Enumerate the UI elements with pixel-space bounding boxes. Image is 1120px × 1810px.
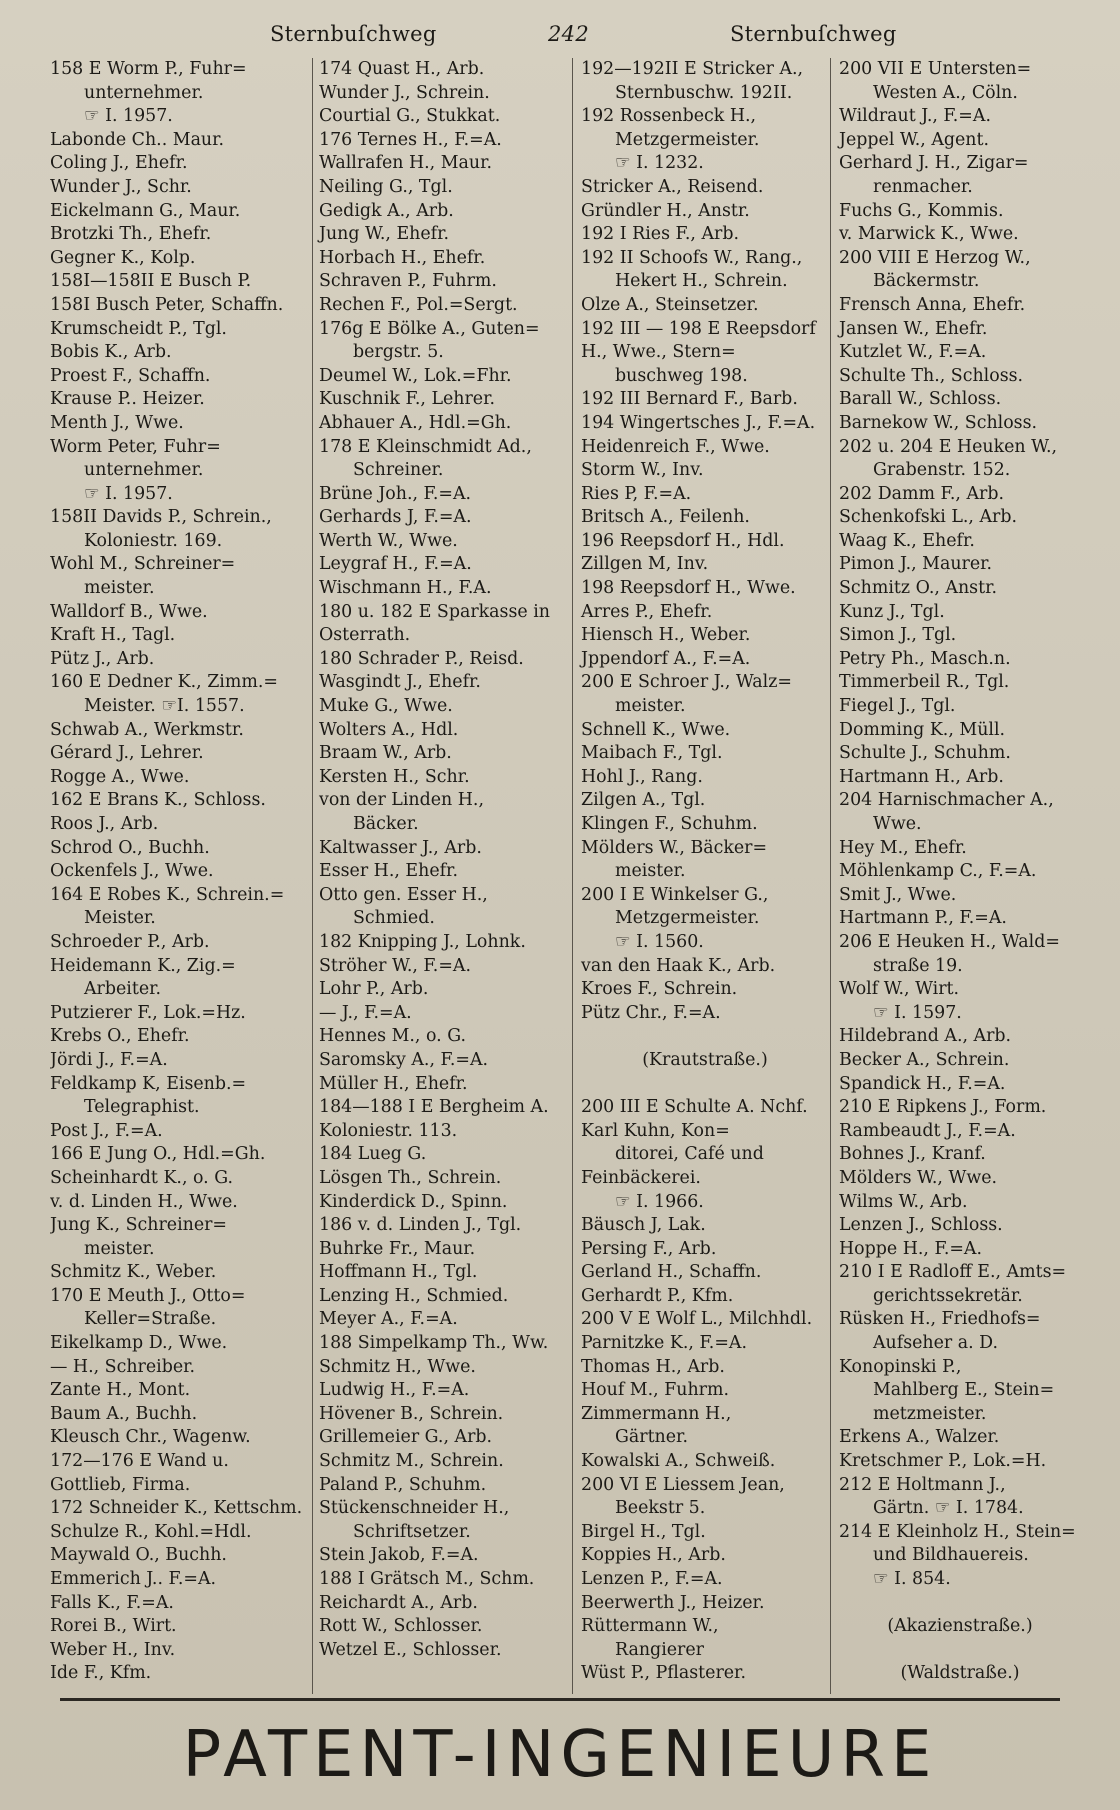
- directory-entry-line: Gerland H., Schaffn.: [581, 1262, 762, 1283]
- directory-entry-line: Kinderdick D., Spinn.: [319, 1191, 508, 1212]
- directory-entry-line: Werth W., Wwe.: [319, 530, 458, 551]
- directory-entry-line: Walldorf B., Wwe.: [50, 601, 208, 622]
- directory-entry-line: ☞ I. 1232.: [615, 153, 704, 174]
- directory-entry-line: Jung K., Schreiner=: [50, 1215, 228, 1236]
- directory-entry-line: 200 VII E Untersten=: [839, 59, 1032, 79]
- directory-entry-line: straße 19.: [873, 955, 963, 976]
- directory-entry-line: Kraft H., Tagl.: [50, 625, 176, 646]
- directory-entry-line: 192 III Bernard F., Barb.: [581, 389, 798, 410]
- directory-entry-line: Stricker A., Reisend.: [581, 176, 764, 197]
- directory-entry-line: Gründler H., Anstr.: [581, 200, 750, 221]
- directory-entry-line: [581, 1073, 829, 1097]
- directory-entry-line: 192 I Ries F., Arb.: [581, 224, 739, 245]
- directory-entry-line: Gärtn. ☞ I. 1784.: [873, 1498, 1024, 1519]
- directory-entry-line: 176g E Bölke A., Guten=: [319, 318, 540, 339]
- directory-entry-line: ☞ I. 1957.: [84, 106, 173, 127]
- directory-entry-line: Bäcker.: [353, 814, 419, 834]
- directory-entry-line: Coling J., Ehefr.: [50, 153, 188, 174]
- directory-entry-line: Westen A., Cöln.: [873, 82, 1018, 103]
- directory-entry-line: Courtial G., Stukkat.: [319, 106, 501, 127]
- directory-entry-line: Olze A., Steinsetzer.: [581, 294, 759, 315]
- directory-entry-line: Koloniestr. 113.: [319, 1120, 458, 1141]
- directory-entry-line: 198 Reepsdorf H., Wwe.: [581, 578, 796, 599]
- directory-entry-line: 162 E Brans K., Schloss.: [50, 790, 266, 811]
- directory-entry-line: 158II Davids P., Schrein.,: [50, 507, 272, 528]
- directory-entry-line: 186 v. d. Linden J., Tgl.: [319, 1215, 522, 1236]
- directory-entry-line: 200 E Schroer J., Walz=: [581, 672, 792, 693]
- directory-entry-line: Wildraut J., F.=A.: [839, 106, 991, 127]
- directory-entry-line: Gerhardt P., Kfm.: [581, 1285, 734, 1306]
- directory-entry-line: 202 Damm F., Arb.: [839, 483, 1005, 504]
- directory-entry-line: Wolf W., Wirt.: [839, 979, 960, 1000]
- directory-entry-line: Schmied.: [353, 908, 435, 929]
- directory-entry-line: Pimon J., Maurer.: [839, 554, 993, 575]
- directory-entry-line: Rangierer: [615, 1639, 704, 1660]
- directory-entry-line: ditorei, Café und: [615, 1144, 764, 1165]
- directory-entry-line: 192 III — 198 E Reepsdorf: [581, 318, 816, 339]
- directory-entry-line: Meister. ☞I. 1557.: [84, 696, 245, 717]
- directory-entry-line: 176 Ternes H., F.=A.: [319, 129, 502, 150]
- directory-entry-line: H., Wwe., Stern=: [581, 342, 736, 363]
- directory-entry-line: Ströher W., F.=A.: [319, 955, 471, 976]
- directory-entry-line: Konopinski P.,: [839, 1356, 962, 1377]
- directory-entry-line: Zillgen M, Inv.: [581, 554, 709, 575]
- directory-entry-line: 164 E Robes K., Schrein.=: [50, 884, 285, 905]
- directory-entry-line: 170 E Meuth J., Otto=: [50, 1285, 246, 1306]
- directory-entry-line: Barnekow W., Schloss.: [839, 412, 1038, 433]
- directory-entry-line: unternehmer.: [84, 460, 204, 481]
- directory-entry-line: Gerhard J. H., Zigar=: [839, 153, 1029, 174]
- directory-entry-line: Krause P.. Heizer.: [50, 389, 205, 410]
- directory-entry-line: 172—176 E Wand u.: [50, 1451, 229, 1472]
- directory-entry-line: Gegner K., Kolp.: [50, 247, 196, 268]
- directory-entry-line: — H., Schreiber.: [50, 1356, 196, 1377]
- directory-entry-line: [581, 1025, 829, 1049]
- directory-entry-line: ☞ I. 854.: [873, 1569, 951, 1589]
- directory-entry-line: Bobis K., Arb.: [50, 342, 172, 363]
- directory-entry-line: metzmeister.: [873, 1403, 987, 1424]
- directory-entry-line: 200 VI E Liessem Jean,: [581, 1474, 785, 1495]
- directory-entry-line: 192 Rossenbeck H.,: [581, 106, 757, 127]
- directory-entry-line: v. Marwick K., Wwe.: [839, 224, 1019, 245]
- directory-entry-line: gerichtssekretär.: [873, 1285, 1023, 1306]
- directory-entry-line: Hildebrand A., Arb.: [839, 1026, 1012, 1047]
- directory-entry-line: Lenzen P., F.=A.: [581, 1569, 723, 1589]
- directory-entry-line: Brüne Joh., F.=A.: [319, 483, 472, 504]
- directory-entry-line: Gärtner.: [615, 1427, 688, 1448]
- directory-entry-line: Gedigk A., Arb.: [319, 200, 454, 221]
- directory-entry-line: Domming K., Müll.: [839, 719, 1006, 740]
- directory-entry-line: 158I Busch Peter, Schaffn.: [50, 294, 284, 315]
- directory-entry-line: Wilms W., Arb.: [839, 1191, 968, 1212]
- directory-entry-line: (Waldstraße.): [900, 1663, 1020, 1684]
- directory-entry-line: Schenkofski L., Arb.: [839, 507, 1018, 528]
- directory-entry-line: Saromsky A., F.=A.: [319, 1049, 489, 1070]
- directory-entry-line: ☞ I. 1966.: [615, 1191, 704, 1212]
- directory-entry-line: 180 u. 182 E Sparkasse in: [319, 601, 550, 622]
- directory-entry-line: 160 E Dedner K., Zimm.=: [50, 672, 278, 693]
- directory-entry-line: Schraven P., Fuhrm.: [319, 271, 497, 292]
- directory-entry-line: von der Linden H.,: [319, 790, 484, 811]
- directory-entry-line: Schmitz O., Anstr.: [839, 578, 998, 599]
- directory-entry-line: Arbeiter.: [84, 979, 162, 1000]
- directory-entry-line: 174 Quast H., Arb.: [319, 59, 485, 79]
- directory-entry-line: unternehmer.: [84, 82, 204, 103]
- directory-entry-line: Storm W., Inv.: [581, 460, 704, 481]
- directory-entry-line: Rott W., Schlosser.: [319, 1616, 483, 1637]
- directory-entry-line: [839, 1639, 1081, 1663]
- directory-entry-line: Reichardt A., Arb.: [319, 1592, 478, 1613]
- directory-entry-line: Kaltwasser J., Arb.: [319, 837, 482, 858]
- directory-entry-line: Esser H., Ehefr.: [319, 861, 458, 882]
- directory-entry-line: 188 I Grätsch M., Schm.: [319, 1569, 535, 1589]
- directory-entry-line: Osterrath.: [319, 625, 411, 646]
- directory-entry-line: Jansen W., Ehefr.: [839, 318, 988, 339]
- directory-entry-line: Schroeder P., Arb.: [50, 931, 210, 952]
- directory-entry-line: Sternbuschw. 192II.: [615, 82, 793, 103]
- directory-entry-line: Neiling G., Tgl.: [319, 176, 453, 197]
- directory-entry-line: Fiegel J., Tgl.: [839, 696, 956, 717]
- column-2: [312, 58, 569, 1694]
- directory-entry-line: Feinbäckerei.: [581, 1167, 701, 1188]
- directory-entry-line: 200 VIII E Herzog W.,: [839, 247, 1031, 268]
- directory-entry-line: ☞ I. 1597.: [873, 1002, 962, 1023]
- directory-entry-line: 192—192II E Stricker A.,: [581, 59, 804, 79]
- directory-entry-line: Putzierer F., Lok.=Hz.: [50, 1002, 246, 1023]
- directory-entry-line: 158I—158II E Busch P.: [50, 271, 252, 292]
- directory-entry-line: Hartmann H., Arb.: [839, 766, 1004, 787]
- directory-entry-line: Roos J., Arb.: [50, 814, 159, 834]
- directory-entry-line: Gerhards J, F.=A.: [319, 507, 472, 528]
- directory-entry-line: Hennes M., o. G.: [319, 1026, 467, 1047]
- directory-entry-line: Schmitz M., Schrein.: [319, 1451, 504, 1472]
- directory-entry-line: 184—188 I E Bergheim A.: [319, 1097, 549, 1118]
- directory-entry-line: Fuchs G., Kommis.: [839, 200, 1004, 221]
- directory-entry-line: Metzgermeister.: [615, 908, 760, 929]
- running-head-right: Sternbuſchweg: [730, 22, 897, 46]
- directory-entry-line: 200 V E Wolf L., Milchhdl.: [581, 1309, 813, 1330]
- directory-entry-line: Frensch Anna, Ehefr.: [839, 294, 1026, 315]
- directory-entry-line: v. d. Linden H., Wwe.: [50, 1191, 238, 1212]
- directory-entry-line: Hoffmann H., Tgl.: [319, 1262, 478, 1283]
- page-number: 242: [548, 22, 589, 46]
- directory-entry-line: meister.: [615, 861, 686, 882]
- directory-entry-line: Becker A., Schrein.: [839, 1049, 1010, 1070]
- directory-entry-line: Bohnes J., Kranf.: [839, 1144, 986, 1165]
- directory-entry-line: Rüsken H., Friedhofs=: [839, 1309, 1041, 1330]
- directory-entry-line: Arres P., Ehefr.: [581, 601, 713, 622]
- directory-entry-line: Persing F., Arb.: [581, 1238, 717, 1259]
- directory-entry-line: Weber H., Inv.: [50, 1639, 176, 1660]
- directory-entry-line: 180 Schrader P., Reisd.: [319, 648, 524, 669]
- directory-entry-line: Koppies H., Arb.: [581, 1545, 726, 1566]
- directory-entry-line: Kuschnik F., Lehrer.: [319, 389, 496, 410]
- directory-entry-line: und Bildhauereis.: [873, 1545, 1029, 1566]
- directory-entry-line: Timmerbeil R., Tgl.: [839, 672, 1010, 693]
- directory-entry-line: Jeppel W., Agent.: [839, 129, 990, 150]
- directory-entry-line: Maibach F., Tgl.: [581, 743, 723, 764]
- directory-entry-line: 194 Wingertsches J., F.=A.: [581, 412, 816, 433]
- directory-entry-line: Thomas H., Arb.: [581, 1356, 725, 1377]
- directory-entry-line: Eickelmann G., Maur.: [50, 200, 241, 221]
- directory-entry-line: Mölders W., Bäcker=: [581, 837, 768, 858]
- directory-entry-line: — J., F.=A.: [319, 1002, 412, 1023]
- directory-entry-line: (Akazienstraße.): [887, 1616, 1033, 1637]
- directory-entry-line: Karl Kuhn, Kon=: [581, 1120, 730, 1141]
- directory-entry-line: 178 E Kleinschmidt Ad.,: [319, 436, 532, 457]
- directory-entry-line: Meyer A., F.=A.: [319, 1309, 458, 1330]
- directory-entry-line: Pütz Chr., F.=A.: [581, 1002, 721, 1023]
- column-1: [50, 58, 305, 1694]
- directory-entry-line: Mölders W., Wwe.: [839, 1167, 998, 1188]
- directory-entry-line: Worm Peter, Fuhr=: [50, 436, 221, 457]
- directory-entry-line: Abhauer A., Hdl.=Gh.: [319, 412, 512, 433]
- directory-entry-line: Stückenschneider H.,: [319, 1498, 510, 1519]
- directory-entry-line: Stein Jakob, F.=A.: [319, 1545, 479, 1566]
- directory-entry-line: Ockenfels J., Wwe.: [50, 861, 214, 882]
- directory-entry-line: Grillemeier G., Arb.: [319, 1427, 493, 1448]
- directory-entry-line: Wallrafen H., Maur.: [319, 153, 493, 174]
- directory-entry-line: Feldkamp K, Eisenb.=: [50, 1073, 247, 1094]
- directory-entry-line: Hiensch H., Weber.: [581, 625, 751, 646]
- directory-entry-line: 214 E Kleinholz H., Stein=: [839, 1521, 1076, 1542]
- directory-entry-line: Ludwig H., F.=A.: [319, 1380, 470, 1401]
- directory-entry-line: Schmitz K., Weber.: [50, 1262, 217, 1283]
- directory-entry-line: Falls K., F.=A.: [50, 1592, 174, 1613]
- directory-entry-line: Rogge A., Wwe.: [50, 766, 190, 787]
- directory-entry-line: Hey M., Ehefr.: [839, 837, 967, 858]
- directory-entry-line: Kersten H., Schr.: [319, 766, 470, 787]
- directory-entry-line: Gottlieb, Firma.: [50, 1474, 191, 1495]
- directory-entry-line: bergstr. 5.: [353, 342, 444, 363]
- directory-entry-line: Houf M., Fuhrm.: [581, 1380, 729, 1401]
- directory-entry-line: Pütz J., Arb.: [50, 648, 155, 669]
- directory-entry-line: renmacher.: [873, 176, 973, 197]
- directory-entry-line: Ide F., Kfm.: [50, 1663, 152, 1684]
- directory-columns: [50, 58, 1080, 1694]
- directory-entry-line: Deumel W., Lok.=Fhr.: [319, 365, 512, 386]
- directory-entry-line: Bäusch J, Lak.: [581, 1215, 706, 1236]
- directory-entry-line: 204 Harnischmacher A.,: [839, 790, 1054, 811]
- directory-entry-line: 210 E Ripkens J., Form.: [839, 1097, 1047, 1118]
- directory-entry-line: Bäckermstr.: [873, 271, 980, 292]
- directory-entry-line: Braam W., Arb.: [319, 743, 452, 764]
- directory-entry-line: Grabenstr. 152.: [873, 460, 1011, 481]
- directory-entry-line: Rorei B., Wirt.: [50, 1616, 177, 1637]
- directory-entry-line: Rambeaudt J., F.=A.: [839, 1120, 1016, 1141]
- directory-entry-line: Metzgermeister.: [615, 129, 760, 150]
- directory-entry-line: Krumscheidt P., Tgl.: [50, 318, 227, 339]
- directory-entry-line: Buhrke Fr., Maur.: [319, 1238, 476, 1259]
- directory-entry-line: Hohl J., Rang.: [581, 766, 703, 787]
- directory-entry-line: Hartmann P., F.=A.: [839, 908, 1007, 929]
- directory-entry-line: Kleusch Chr., Wagenw.: [50, 1427, 251, 1448]
- directory-entry-line: 202 u. 204 E Heuken W.,: [839, 436, 1058, 457]
- directory-entry-line: Kowalski A., Schweiß.: [581, 1451, 776, 1472]
- directory-entry-line: Wunder J., Schr.: [50, 176, 192, 197]
- directory-entry-line: Hekert H., Schrein.: [615, 271, 788, 292]
- directory-entry-line: Schulte Th., Schloss.: [839, 365, 1024, 386]
- directory-entry-line: Hoppe H., F.=A.: [839, 1238, 983, 1259]
- directory-entry-line: Barall W., Schloss.: [839, 389, 1002, 410]
- directory-entry-line: Paland P., Schuhm.: [319, 1474, 487, 1495]
- directory-entry-line: Meister.: [84, 908, 156, 929]
- directory-entry-line: Zilgen A., Tgl.: [581, 790, 706, 811]
- directory-entry-line: Beekstr 5.: [615, 1498, 706, 1519]
- column-4: [830, 58, 1081, 1694]
- directory-entry-line: [839, 1592, 1081, 1616]
- directory-entry-line: Post J., F.=A.: [50, 1120, 163, 1141]
- directory-entry-line: 166 E Jung O., Hdl.=Gh.: [50, 1144, 266, 1165]
- directory-entry-line: Scheinhardt K., o. G.: [50, 1167, 234, 1188]
- directory-entry-line: Wolters A., Hdl.: [319, 719, 459, 740]
- footer-rule: [60, 1698, 1060, 1701]
- directory-entry-line: Jördi J., F.=A.: [50, 1049, 168, 1070]
- directory-entry-line: Spandick H., F.=A.: [839, 1073, 1006, 1094]
- directory-entry-line: Kretschmer P., Lok.=H.: [839, 1451, 1047, 1472]
- column-3: [572, 58, 829, 1694]
- directory-entry-line: Birgel H., Tgl.: [581, 1521, 706, 1542]
- directory-entry-line: Wasgindt J., Ehefr.: [319, 672, 481, 693]
- directory-entry-line: Koloniestr. 169.: [84, 530, 223, 551]
- directory-entry-line: Rüttermann W.,: [581, 1616, 719, 1637]
- directory-entry-line: Lenzen J., Schloss.: [839, 1215, 1003, 1236]
- directory-entry-line: Schrod O., Buchh.: [50, 837, 210, 858]
- directory-entry-line: 192 II Schoofs W., Rang.,: [581, 247, 803, 268]
- directory-entry-line: 200 I E Winkelser G.,: [581, 884, 769, 905]
- directory-entry-line: Leygraf H., F.=A.: [319, 554, 472, 575]
- directory-entry-line: Telegraphist.: [84, 1097, 200, 1118]
- directory-entry-line: Schmitz H., Wwe.: [319, 1356, 476, 1377]
- directory-entry-line: Otto gen. Esser H.,: [319, 884, 488, 905]
- directory-entry-line: Heidemann K., Zig.=: [50, 955, 236, 976]
- advertisement-banner: PATENT-INGENIEURE: [182, 1718, 938, 1792]
- running-head-left: Sternbuſchweg: [270, 22, 437, 46]
- directory-entry-line: Krebs O., Ehefr.: [50, 1026, 190, 1047]
- directory-entry-line: Kunz J., Tgl.: [839, 601, 945, 622]
- directory-entry-line: Jung W., Ehefr.: [319, 224, 450, 245]
- directory-entry-line: Wunder J., Schrein.: [319, 82, 490, 103]
- directory-entry-line: Gérard J., Lehrer.: [50, 743, 204, 764]
- directory-entry-line: Simon J., Tgl.: [839, 625, 957, 646]
- directory-entry-line: Brotzki Th., Ehefr.: [50, 224, 212, 245]
- directory-entry-line: Rechen F., Pol.=Sergt.: [319, 294, 518, 315]
- directory-entry-line: Aufseher a. D.: [873, 1333, 999, 1354]
- directory-entry-line: Wischmann H., F.A.: [319, 578, 492, 599]
- directory-entry-line: meister.: [84, 578, 155, 599]
- directory-entry-line: meister.: [615, 696, 686, 717]
- directory-entry-line: 184 Lueg G.: [319, 1144, 427, 1165]
- directory-entry-line: 158 E Worm P., Fuhr=: [50, 59, 247, 79]
- directory-entry-line: 196 Reepsdorf H., Hdl.: [581, 530, 785, 551]
- directory-entry-line: van den Haak K., Arb.: [581, 955, 776, 976]
- directory-entry-line: Schwab A., Werkmstr.: [50, 719, 244, 740]
- directory-entry-line: meister.: [84, 1238, 155, 1259]
- directory-entry-line: Keller=Straße.: [84, 1309, 217, 1330]
- directory-entry-line: Menth J., Wwe.: [50, 412, 184, 433]
- directory-entry-line: Muke G., Wwe.: [319, 696, 453, 717]
- directory-entry-line: ☞ I. 1560.: [615, 931, 704, 952]
- directory-entry-line: Mahlberg E., Stein=: [873, 1380, 1055, 1401]
- directory-entry-line: Schulze R., Kohl.=Hdl.: [50, 1521, 252, 1542]
- directory-entry-line: (Krautstraße.): [642, 1049, 768, 1070]
- directory-entry-line: Schreiner.: [353, 460, 444, 481]
- directory-entry-line: Labonde Ch.. Maur.: [50, 129, 225, 150]
- directory-entry-line: Petry Ph., Masch.n.: [839, 648, 1011, 669]
- directory-entry-line: 206 E Heuken H., Wald=: [839, 931, 1060, 952]
- directory-entry-line: Wüst P., Pflasterer.: [581, 1663, 746, 1684]
- directory-entry-line: Heidenreich F., Wwe.: [581, 436, 770, 457]
- directory-entry-line: Proest F., Schaffn.: [50, 365, 211, 386]
- directory-entry-line: Wwe.: [873, 814, 922, 834]
- directory-entry-line: ☞ I. 1957.: [84, 483, 173, 504]
- directory-entry-line: Zimmermann H.,: [581, 1403, 732, 1424]
- directory-entry-line: Wetzel E., Schlosser.: [319, 1639, 502, 1660]
- directory-entry-line: Lösgen Th., Schrein.: [319, 1167, 502, 1188]
- directory-entry-line: Beerwerth J., Heizer.: [581, 1592, 765, 1613]
- directory-entry-line: 172 Schneider K., Kettschm.: [50, 1498, 303, 1519]
- directory-entry-line: Schulte J., Schuhm.: [839, 743, 1011, 764]
- directory-entry-line: Lenzing H., Schmied.: [319, 1285, 509, 1306]
- directory-entry-line: Schnell K., Wwe.: [581, 719, 731, 740]
- directory-entry-line: Britsch A., Feilenh.: [581, 507, 750, 528]
- directory-entry-line: Hövener B., Schrein.: [319, 1403, 504, 1424]
- directory-entry-line: 212 E Holtmann J.,: [839, 1474, 1006, 1495]
- directory-entry-line: Horbach H., Ehefr.: [319, 247, 486, 268]
- directory-entry-line: Kroes F., Schrein.: [581, 979, 738, 1000]
- directory-entry-line: Parnitzke K., F.=A.: [581, 1333, 747, 1354]
- directory-entry-line: Klingen F., Schuhm.: [581, 814, 758, 834]
- directory-entry-line: Maywald O., Buchh.: [50, 1545, 227, 1566]
- directory-entry-line: Ries P, F.=A.: [581, 483, 692, 504]
- directory-entry-line: Waag K., Ehefr.: [839, 530, 975, 551]
- directory-entry-line: Zante H., Mont.: [50, 1380, 191, 1401]
- directory-entry-line: Lohr P., Arb.: [319, 979, 429, 1000]
- directory-entry-line: Emmerich J.. F.=A.: [50, 1569, 217, 1589]
- directory-entry-line: 188 Simpelkamp Th., Ww.: [319, 1333, 549, 1354]
- directory-entry-line: Eikelkamp D., Wwe.: [50, 1333, 228, 1354]
- directory-entry-line: Müller H., Ehefr.: [319, 1073, 468, 1094]
- directory-entry-line: Erkens A., Walzer.: [839, 1427, 1000, 1448]
- directory-entry-line: Möhlenkamp C., F.=A.: [839, 861, 1037, 882]
- directory-entry-line: Kutzlet W., F.=A.: [839, 342, 987, 363]
- directory-entry-line: buschweg 198.: [615, 365, 748, 386]
- directory-entry-line: Jppendorf A., F.=A.: [581, 648, 751, 669]
- directory-entry-line: Wohl M., Schreiner=: [50, 554, 236, 575]
- directory-entry-line: Smit J., Wwe.: [839, 884, 957, 905]
- directory-entry-line: Schriftsetzer.: [353, 1521, 471, 1542]
- directory-entry-line: 210 I E Radloff E., Amts=: [839, 1262, 1067, 1283]
- directory-entry-line: 182 Knipping J., Lohnk.: [319, 931, 526, 952]
- directory-entry-line: Baum A., Buchh.: [50, 1403, 198, 1424]
- directory-entry-line: 200 III E Schulte A. Nchf.: [581, 1097, 808, 1118]
